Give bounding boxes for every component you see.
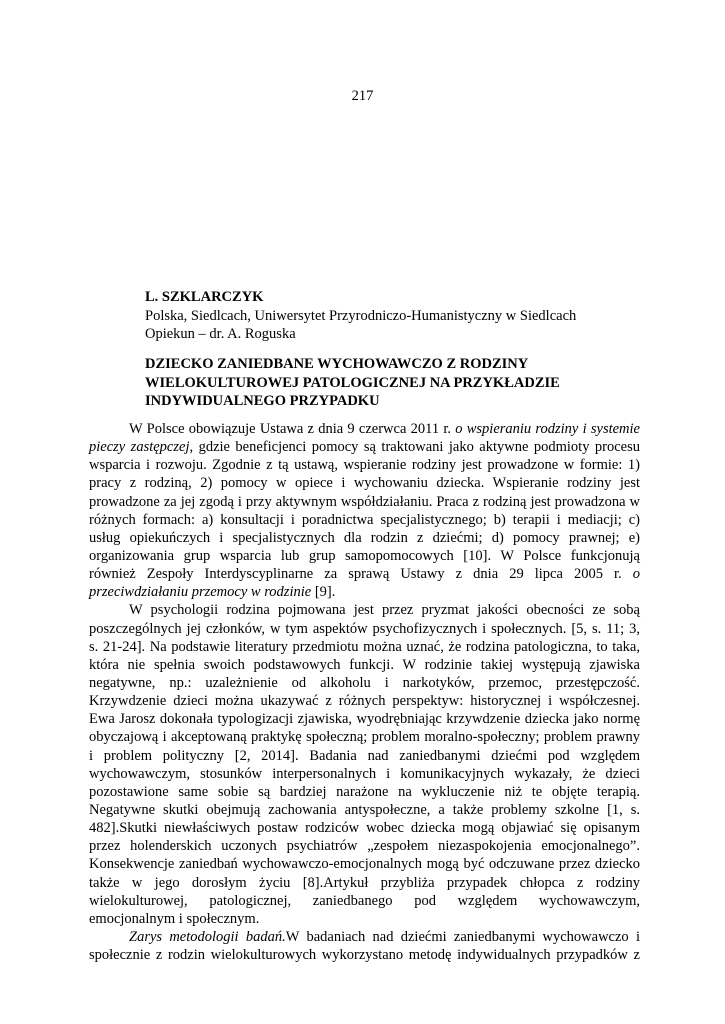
body-line — [89, 928, 640, 946]
statute-title-italic: o — [632, 566, 640, 583]
body-line: s. 21-24]. Na podstawie literatury przedmiotu można uznać, że rodzina patologiczna, to taka, — [89, 638, 640, 655]
article-title — [145, 355, 645, 411]
body-line: przez holenderskich uczonych psychiatrów „zespołem niezaspokojenia emocjonalnego”. — [89, 838, 640, 855]
body-line: 482].Skutki niewłaściwych postaw rodziców wobec dziecka mogą objawiać się opisanym — [89, 820, 640, 837]
body-text-run: W Polsce obowiązuje Ustawa z dnia 9 czerwca 2011 r. — [129, 421, 456, 437]
body-line: różnych formach: a) konsultacji i poradnictwa specjalistycznego; b) terapii i mediacji; c) — [89, 511, 640, 528]
body-line: społecznie z rodzin wielokulturowych wykorzystano metodę indywidualnych przypadków z — [89, 947, 640, 964]
body-line — [89, 565, 640, 583]
body-line — [89, 438, 640, 456]
statute-title-italic: przeciwdziałaniu przemocy w rodzinie — [89, 584, 312, 601]
body-line: W psychologii rodzina pojmowana jest przez pryzmat jakości obecności ze sobą — [129, 602, 640, 619]
statute-title-italic: pieczy zastępczej — [89, 439, 190, 456]
body-line: pracy z rodziną, 2) pomocy w opiece i wychowaniu dziecka. Wspieranie rodziny jest — [89, 475, 640, 492]
article-body — [89, 420, 640, 964]
body-line: wychowawczym, stosunków interpersonalnych i komunikacyjnych wykazały, że dzieci — [89, 765, 640, 782]
body-line: prowadzone za jej zgodą i przy aktywnym współdziałaniu. Praca z rodziną jest prowadzona w — [89, 493, 640, 510]
body-text-run: również Zespoły Interdyscyplinarne za sprawą Ustawy z dnia 29 lipca 2005 r. — [89, 566, 633, 583]
body-line: która nie spełnia swoich podstawowych funkcji. W rodzinie takiej występują zjawiska — [89, 656, 640, 673]
body-line: organizowania grup wsparcia lub grup samopomocowych [10]. W Polsce funkcjonują — [89, 547, 640, 564]
body-line — [89, 583, 640, 601]
body-line: poszczególnych jej członków, w tym aspektów psychofizycznych i społecznych. [5, s. 11; 3, — [89, 620, 640, 637]
body-line — [89, 420, 640, 438]
page-number: 217 — [351, 88, 374, 104]
citation: [9]. — [311, 584, 336, 601]
body-line: wielokulturowej, patologicznej, zaniedbanego pod względem wychowawczym, — [89, 892, 640, 909]
author-name: L. SZKLARCZYK — [145, 289, 264, 305]
body-line: emocjonalnym i społecznym. — [89, 910, 260, 927]
author-supervisor: Opiekun – dr. A. Roguska — [145, 326, 296, 342]
author-affiliation: Polska, Siedlcach, Uniwersytet Przyrodniczo-Humanistyczny w Siedlcach — [145, 307, 577, 324]
body-line: obyczajową i akceptowaną praktykę społeczną; problem moralno-społeczny; problem prawny — [89, 729, 640, 746]
body-line: Krzywdzenie dzieci można ukazywać z różnych perspektyw: historycznej i współczesnej. — [89, 693, 640, 710]
body-line: także w jego dorosłym życiu [8].Artykuł przybliża przypadek chłopca z rodziny — [89, 874, 640, 891]
body-line: wsparcia i rozwoju. Zgodnie z tą ustawą, wspieranie rodziny jest prowadzone w formie: 1) — [89, 457, 640, 474]
body-line: negatywne, np.: uzależnienie od alkoholu i narkotyków, przemoc, przestępczość. — [89, 674, 640, 691]
author-block — [145, 288, 645, 344]
title-line: DZIECKO ZANIEDBANE WYCHOWAWCZO Z RODZINY — [145, 356, 529, 372]
body-line: Negatywne skutki obejmują zachowania antyspołeczne, a także problemy szkolne [1, s. — [89, 801, 640, 818]
body-line: usług opiekuńczych i specjalistycznych dla rodzin z dziećmi; d) pomocy prawnej; e) — [89, 529, 640, 546]
body-line: Ewa Jarosz dokonała typologizacji zjawiska, wyodrębniając krzywdzenie dziecka jako normę — [89, 711, 640, 728]
body-line: Konsekwencje zaniedbań wychowawczo-emocjonalnych mogą być odczuwane przez dziecko — [89, 856, 640, 873]
body-text-run: , gdzie beneficjenci pomocy są traktowani jako aktywne podmioty procesu — [189, 439, 640, 456]
body-text-run: W badaniach nad dziećmi zaniedbanymi wychowawczo i — [285, 928, 640, 945]
title-line: WIELOKULTUROWEJ PATOLOGICZNEJ NA PRZYKŁADZIE — [145, 374, 560, 391]
section-heading-italic: Zarys metodologii badań. — [129, 928, 286, 945]
statute-title-italic: o wspieraniu rodziny i systemie — [455, 421, 640, 437]
title-line: INDYWIDUALNEGO PRZYPADKU — [145, 393, 380, 409]
body-line: i problem polityczny [2, 2014]. Badania nad zaniedbanymi dziećmi pod względem — [89, 747, 640, 764]
body-line: pozostawione same sobie są bardziej narażone na wykluczenie niż te objęte terapią. — [89, 783, 640, 800]
